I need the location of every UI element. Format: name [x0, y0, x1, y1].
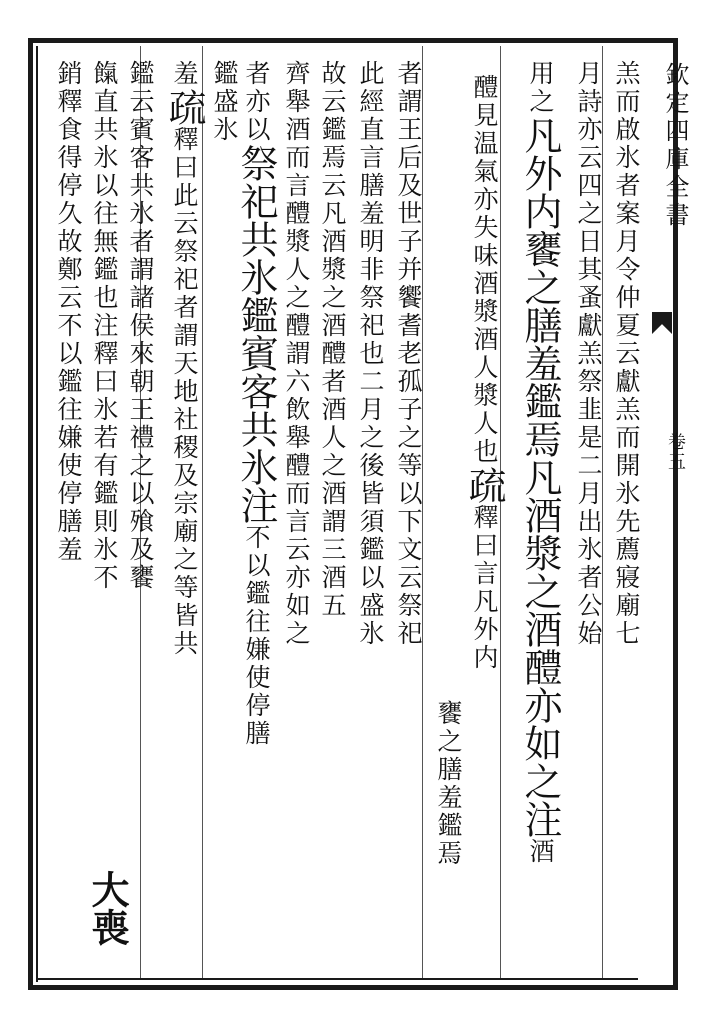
- text-column-3: 用之凡外内饔之膳羞鑑焉凡酒漿之酒醴亦如之注酒: [518, 60, 562, 866]
- text-column-10: 者亦以祭祀共氷鑑賓客共氷注不以鑑往嫌使停膳: [234, 60, 278, 748]
- margin-book-title: 欽定四庫全書: [661, 62, 689, 230]
- text-column-14: 餼直共氷以往無鑑也注釋曰氷若有鑑則氷不: [90, 60, 119, 592]
- inner-rule-bottom: [36, 978, 638, 980]
- margin-volume-number: 卷五: [665, 432, 686, 472]
- text-column-12: 羞疏釋曰此云祭祀者謂天地社稷及宗廟之等皆共: [162, 60, 206, 658]
- text-column-4: 醴見温氣亦失味酒漿酒人漿人也疏釋曰言凡外内: [462, 74, 506, 672]
- text-column-7: 此經直言膳羞明非祭祀也二月之後皆須鑑以盛氷: [356, 60, 385, 648]
- text-column-11: 鑑盛氷: [210, 60, 239, 144]
- text-column-5: 饔之膳羞鑑焉: [434, 700, 463, 868]
- text-column-13: 鑑云賓客共氷者謂諸侯來朝王禮之以飱及饔: [126, 60, 155, 592]
- large-heading-dasang: 大喪: [85, 870, 130, 946]
- inner-rule-left: [36, 46, 38, 982]
- text-column-15: 銷釋食得停久故鄭云不以鑑往嫌使停膳羞: [54, 60, 83, 564]
- text-column-9: 齊舉酒而言醴漿人之醴謂六飲舉醴而言云亦如之: [282, 60, 311, 648]
- text-column-2: 月詩亦云四之日其蚤獻羔祭韭是二月出氷者公始: [574, 60, 603, 648]
- text-column-1: 羔而啟氷者案月令仲夏云獻羔而開氷先薦寢廟七: [612, 60, 641, 648]
- text-column-8: 故云鑑焉云凡酒漿之酒醴者酒人之酒謂三酒五: [318, 60, 347, 620]
- text-column-6: 者謂王后及世子并饗耆老孤子之等以下文云祭祀: [394, 60, 423, 648]
